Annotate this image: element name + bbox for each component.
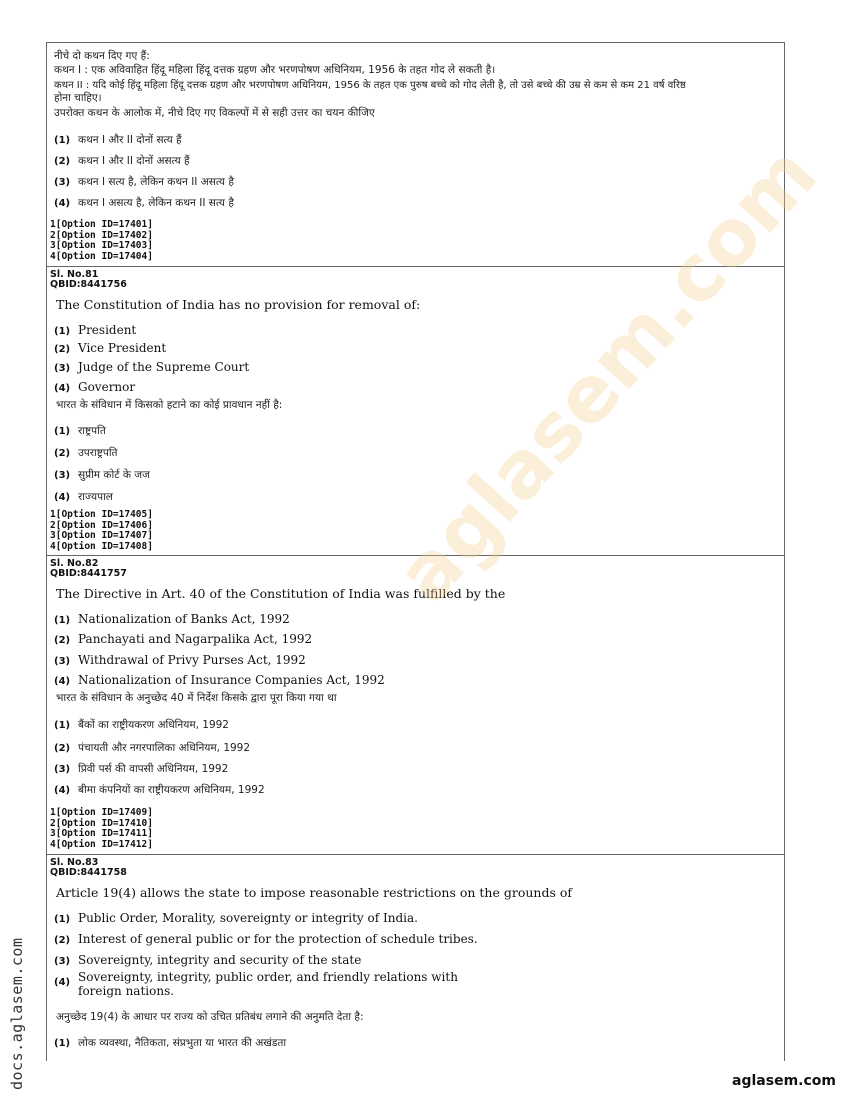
q82-option-1-hi — [54, 713, 229, 732]
q83-question-en: Article 19(4) allows the state to impose reasonable restrictions on the grounds of — [56, 885, 573, 900]
q81-option-ids — [50, 510, 153, 552]
option-text: Interest of general public or for the protection of schedule tribes. — [78, 932, 478, 946]
qbid: QBID:8441758 — [50, 867, 127, 878]
option-id: 2[Option ID=17406] — [50, 519, 153, 531]
option-text: Nationalization of Insurance Companies Act, 1992 — [78, 673, 385, 687]
q82-option-1-en — [54, 608, 290, 627]
q82-option-3-hi — [54, 757, 228, 776]
option-text: Public Order, Morality, sovereignty or integrity of India. — [78, 911, 418, 925]
option-id: 3[Option ID=17411] — [50, 828, 153, 839]
q83-question-hi: अनुच्छेद 19(4) के आधार पर राज्य को उचित प्रतिबंध लगाने की अनुमति देता है: — [56, 1011, 364, 1023]
option-id: 1[Option ID=17405] — [50, 509, 153, 520]
q82-option-3-en — [54, 649, 306, 668]
option-text: पंचायती और नगरपालिका अधिनियम, 1992 — [78, 742, 251, 754]
question-82 — [47, 556, 784, 854]
q81-option-1-hi — [54, 419, 106, 438]
qbid: QBID:8441757 — [50, 568, 127, 579]
option-text: Nationalization of Banks Act, 1992 — [78, 612, 290, 626]
q82-option-4-hi — [54, 778, 265, 797]
option-number: (2) — [54, 448, 71, 459]
option-id: 4[Option ID=17404] — [50, 250, 153, 262]
q82-question-hi: भारत के संविधान के अनुच्छेद 40 में निर्देश किसके द्वारा पूरा किया गया था — [56, 692, 337, 704]
q80-statement-2-cont: होना चाहिए। — [54, 92, 102, 104]
option-number: (4) — [54, 676, 71, 687]
option-text: Withdrawal of Privy Purses Act, 1992 — [78, 653, 306, 667]
q83-option-3-en — [54, 949, 361, 968]
option-id: 1[Option ID=17409] — [50, 807, 153, 818]
q81-option-4-en — [54, 376, 135, 395]
side-url: docs.aglasem.com — [8, 937, 26, 1090]
q81-question-en: The Constitution of India has no provision for removal of: — [56, 297, 421, 312]
option-number: (1) — [54, 1038, 71, 1049]
option-number: (4) — [54, 785, 71, 796]
option-number: (3) — [54, 470, 71, 481]
option-number: (1) — [54, 326, 71, 337]
q82-option-2-hi — [54, 736, 250, 755]
option-id: 2[Option ID=17410] — [50, 817, 153, 829]
option-number: (3) — [54, 656, 71, 667]
option-text: राज्यपाल — [78, 491, 113, 503]
option-id: 4[Option ID=17412] — [50, 838, 153, 850]
option-text: President — [78, 323, 137, 337]
option-number: (3) — [54, 764, 71, 775]
q83-option-2-en — [54, 928, 478, 947]
q82-option-2-en — [54, 628, 312, 647]
option-number: (1) — [54, 615, 71, 626]
q82-option-4-en — [54, 669, 385, 688]
q82-question-en: The Directive in Art. 40 of the Constitution of India was fulfilled by the — [56, 586, 506, 601]
option-number: (2) — [54, 344, 71, 355]
option-number: (2) — [54, 935, 71, 946]
q83-option-1-hi — [54, 1031, 286, 1050]
brand-footer: aglasem.com — [732, 1073, 836, 1089]
option-text: सुप्रीम कोर्ट के जज — [78, 469, 150, 481]
serial-number: Sl. No.83 — [50, 857, 99, 868]
option-text: Vice President — [78, 341, 167, 355]
option-text: Sovereignty, integrity, public order, and friendly relations with — [78, 970, 458, 984]
q80-statement-2: कथन II : यदि कोई हिंदू महिला हिंदू दत्तक ग्रहण और भरणपोषण अधिनियम, 1956 के तहत एक पुरुष बच्चे को गोद लेती है, तो उसे बच्चे की उम्र से कम से कम 21 वर्ष वरिष्ठ — [54, 80, 686, 91]
q82-header — [50, 559, 127, 579]
option-number: (4) — [54, 383, 71, 394]
page-frame — [46, 42, 785, 1061]
q80-intro: नीचे दो कथन दिए गए हैं: — [54, 50, 150, 62]
option-text: कथन I और II दोनों सत्य हैं — [78, 134, 182, 146]
option-text: Governor — [78, 380, 136, 394]
option-number: (3) — [54, 363, 71, 374]
option-number: (1) — [54, 135, 71, 146]
option-text: कथन I सत्य है, लेकिन कथन II असत्य है — [78, 176, 234, 188]
serial-number: Sl. No.81 — [50, 269, 99, 280]
option-text: राष्ट्रपति — [78, 425, 106, 437]
q82-option-ids — [50, 808, 153, 850]
question-81 — [47, 267, 784, 555]
option-id: 4[Option ID=17408] — [50, 540, 153, 552]
q81-header — [50, 270, 127, 290]
q83-option-4-en — [54, 970, 458, 999]
option-number: (4) — [54, 198, 71, 209]
q81-question-hi: भारत के संविधान में किसको हटाने का कोई प्रावधान नहीं है: — [56, 399, 283, 411]
option-number: (2) — [54, 635, 71, 646]
option-text-cont: foreign nations. — [78, 984, 175, 998]
option-number: (4) — [54, 492, 71, 503]
option-number: (3) — [54, 177, 71, 188]
option-number: (3) — [54, 956, 71, 967]
q83-option-1-en — [54, 907, 418, 926]
question-80 — [47, 43, 784, 265]
q81-option-4-hi — [54, 485, 113, 504]
q80-option-3 — [54, 170, 234, 189]
option-text: प्रिवी पर्स की वापसी अधिनियम, 1992 — [78, 763, 229, 775]
option-number: (1) — [54, 426, 71, 437]
option-number: (1) — [54, 914, 71, 925]
option-text: बैंकों का राष्ट्रीयकरण अधिनियम, 1992 — [78, 719, 229, 731]
option-text: Sovereignty, integrity and security of the state — [78, 953, 362, 967]
serial-number: Sl. No.82 — [50, 558, 99, 569]
q81-option-2-en — [54, 337, 166, 356]
option-id: 3[Option ID=17403] — [50, 240, 153, 251]
option-text: कथन I और II दोनों असत्य हैं — [78, 155, 190, 167]
q80-option-ids — [50, 220, 153, 262]
qbid: QBID:8441756 — [50, 279, 127, 290]
q81-option-2-hi — [54, 441, 118, 460]
question-83 — [47, 855, 784, 1061]
watermark: aglasem.com — [380, 129, 835, 621]
q80-statement-1: कथन I : एक अविवाहित हिंदू महिला हिंदू दत्तक ग्रहण और भरणपोषण अधिनियम, 1956 के तहत गोद ले सकती है। — [54, 64, 496, 76]
option-id: 3[Option ID=17407] — [50, 530, 153, 541]
option-text: Judge of the Supreme Court — [78, 360, 250, 374]
option-id: 2[Option ID=17402] — [50, 229, 153, 241]
q81-option-3-hi — [54, 463, 150, 482]
option-text: लोक व्यवस्था, नैतिकता, संप्रभुता या भारत की अखंडता — [78, 1037, 287, 1049]
q80-prompt: उपरोक्त कथन के आलोक में, नीचे दिए गए विकल्पों में से सही उत्तर का चयन कीजिए — [54, 107, 375, 119]
q80-option-4 — [54, 191, 234, 210]
option-text: कथन I असत्य है, लेकिन कथन II सत्य है — [78, 197, 234, 209]
option-text: बीमा कंपनियों का राष्ट्रीयकरण अधिनियम, 1992 — [78, 784, 265, 796]
option-number: (4) — [54, 977, 71, 988]
q81-option-1-en — [54, 319, 136, 338]
q81-option-3-en — [54, 356, 249, 375]
q83-header — [50, 858, 127, 878]
option-number: (2) — [54, 156, 71, 167]
option-id: 1[Option ID=17401] — [50, 219, 153, 230]
q80-option-1 — [54, 128, 182, 147]
option-number: (1) — [54, 720, 71, 731]
option-number: (2) — [54, 743, 71, 754]
option-text: उपराष्ट्रपति — [78, 447, 118, 459]
q80-option-2 — [54, 149, 190, 168]
option-text: Panchayati and Nagarpalika Act, 1992 — [78, 632, 313, 646]
